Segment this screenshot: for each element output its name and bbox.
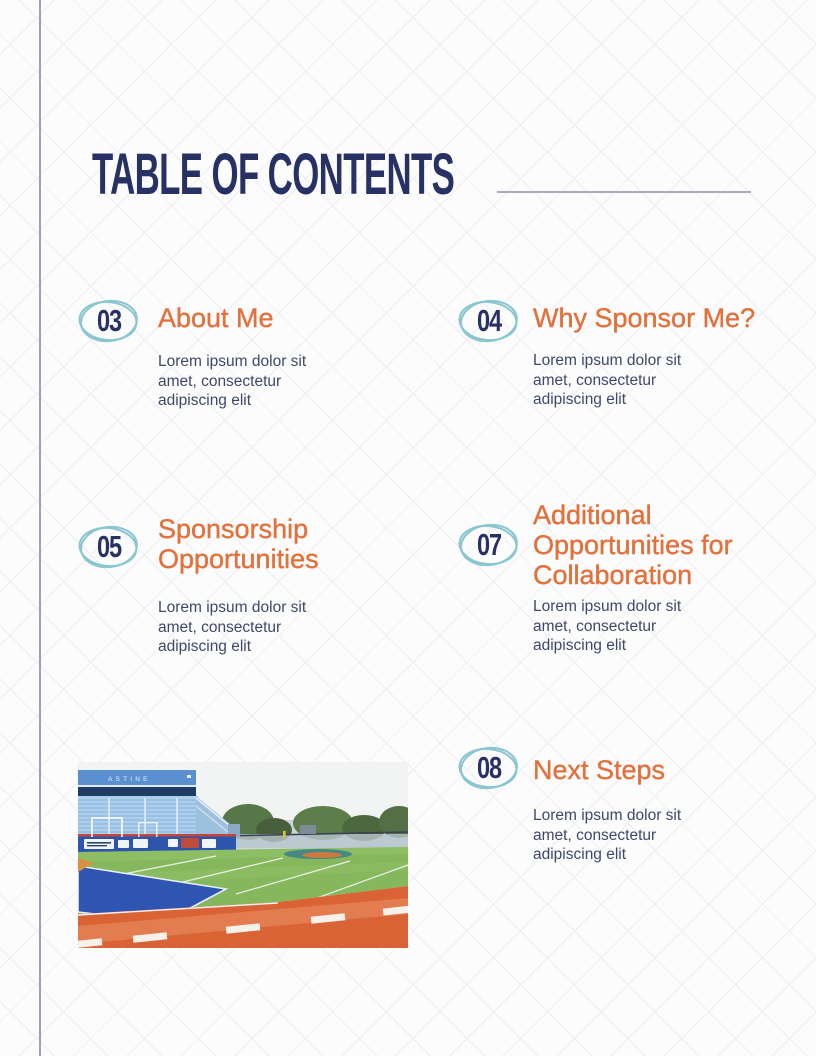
left-edge-rule [39, 0, 41, 1056]
entry-number: 03 [97, 303, 121, 338]
entry-description: Lorem ipsum dolor sit amet, consectetur adipiscing elit [158, 599, 307, 655]
page-title: TABLE OF CONTENTS [92, 142, 455, 207]
entry-number: 08 [477, 750, 501, 785]
entry-description: Lorem ipsum dolor sit amet, consectetur adipiscing elit [533, 807, 682, 863]
entry-title: Additional Opportunities for Collaboration [533, 500, 733, 590]
entry-number-badge [458, 295, 520, 347]
entry-number-badge [458, 742, 520, 794]
stadium-photo [78, 762, 408, 948]
entry-number: 07 [477, 527, 501, 562]
entry-title: About Me [158, 303, 274, 333]
entry-title: Next Steps [533, 755, 666, 785]
entry-number-badge [78, 521, 140, 573]
entry-description: Lorem ipsum dolor sit amet, consectetur adipiscing elit [533, 598, 682, 654]
entry-description: Lorem ipsum dolor sit amet, consectetur adipiscing elit [533, 352, 682, 408]
entry-title: Why Sponsor Me? [533, 303, 756, 333]
entry-title: Sponsorship Opportunities [158, 514, 319, 574]
entry-number: 05 [97, 529, 121, 564]
entry-description: Lorem ipsum dolor sit amet, consectetur adipiscing elit [158, 353, 307, 409]
title-underline [497, 191, 751, 193]
entry-number-badge [458, 519, 520, 571]
entry-number-badge [78, 295, 140, 347]
entry-number: 04 [477, 303, 501, 338]
stand-name-text: ASTINE [108, 776, 151, 783]
